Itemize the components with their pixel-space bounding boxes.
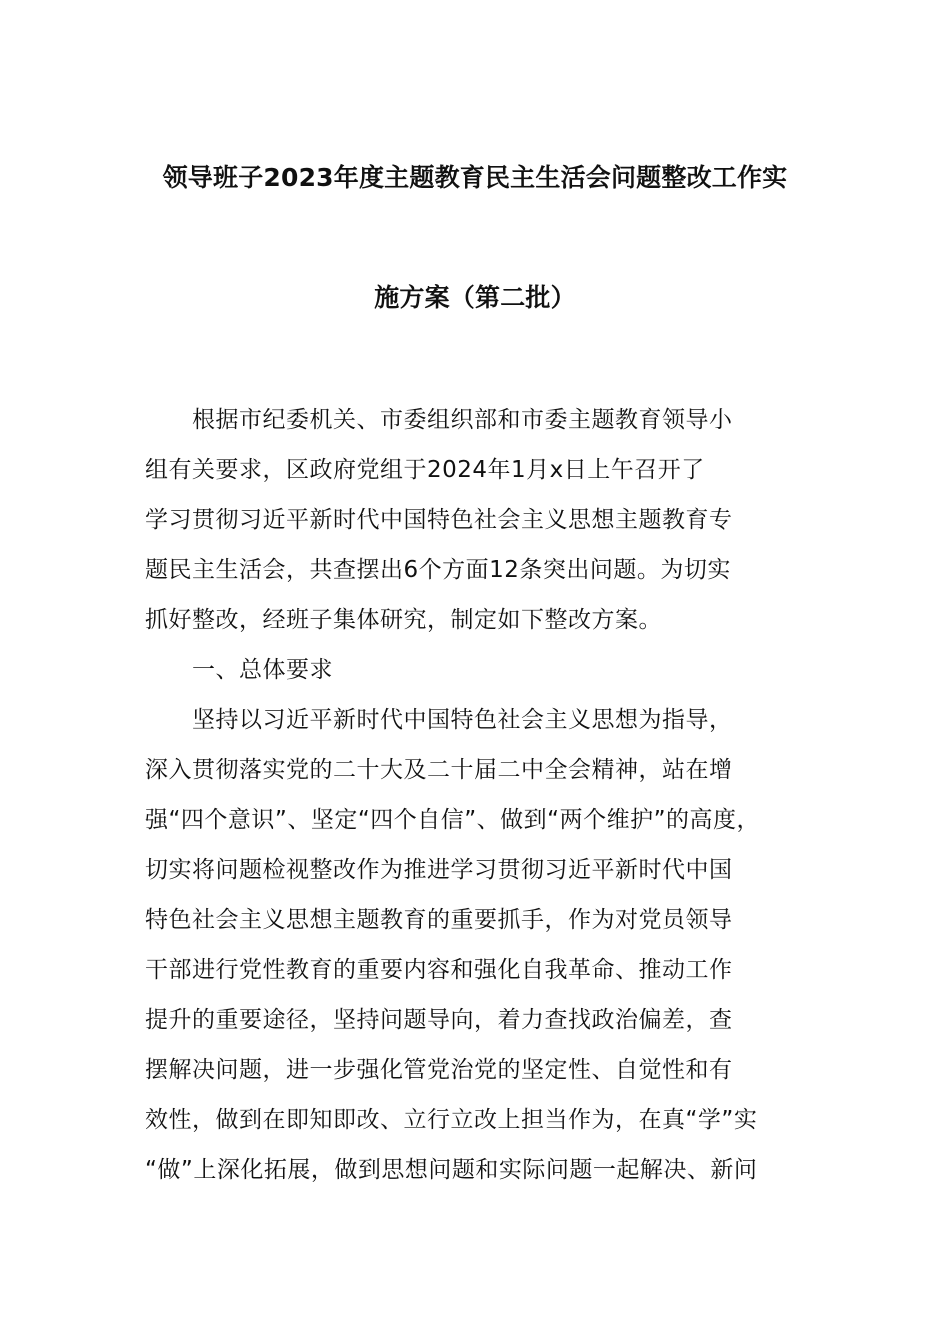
body-text-line: 效性，做到在即知即改、立行立改上担当作为，在真“学”实 <box>145 1107 758 1133</box>
document-title-line-1: 领导班子2023年度主题教育民主生活会问题整改工作实 <box>162 163 788 192</box>
body-text-line: 深入贯彻落实党的二十大及二十届二中全会精神，站在增 <box>145 757 733 783</box>
body-text-line: 提升的重要途径，坚持问题导向，着力查找政治偏差，查 <box>145 1007 733 1033</box>
body-text-line: 干部进行党性教育的重要内容和强化自我革命、推动工作 <box>145 957 733 983</box>
body-text-line: 根据市纪委机关、市委组织部和市委主题教育领导小 <box>145 407 733 433</box>
document-title-line-2: 施方案（第二批） <box>374 283 576 312</box>
section-heading: 一、总体要求 <box>145 657 333 683</box>
body-text-line: 组有关要求，区政府党组于2024年1月x日上午召开了 <box>145 457 705 483</box>
body-text-line: “做”上深化拓展，做到思想问题和实际问题一起解决、新问 <box>145 1157 758 1183</box>
body-text-line: 坚持以习近平新时代中国特色社会主义思想为指导， <box>145 707 733 733</box>
body-text-line: 强“四个意识”、坚定“四个自信”、做到“两个维护”的高度， <box>145 807 760 833</box>
body-text-line: 抓好整改，经班子集体研究，制定如下整改方案。 <box>145 607 662 633</box>
body-text-line: 题民主生活会，共查摆出6个方面12条突出问题。为切实 <box>145 557 731 583</box>
body-text-line: 学习贯彻习近平新时代中国特色社会主义思想主题教育专 <box>145 507 733 533</box>
body-text-line: 摆解决问题，进一步强化管党治党的坚定性、自觉性和有 <box>145 1057 733 1083</box>
body-text-line: 切实将问题检视整改作为推进学习贯彻习近平新时代中国 <box>145 857 733 883</box>
body-text-line: 特色社会主义思想主题教育的重要抓手，作为对党员领导 <box>145 907 733 933</box>
